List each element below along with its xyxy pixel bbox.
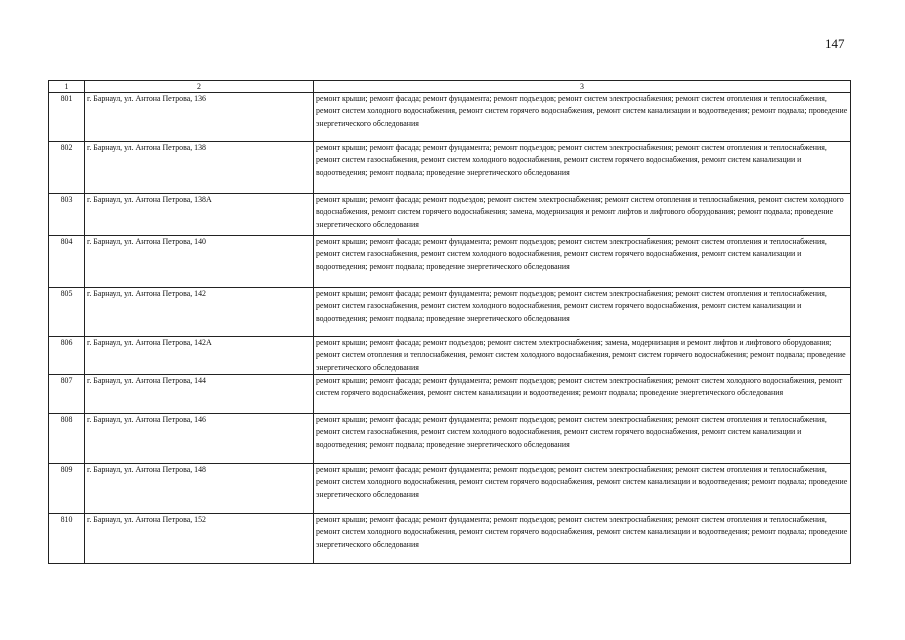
table-row: [49, 414, 851, 464]
row-works: ремонт крыши; ремонт фасада; ремонт фундамента; ремонт подъездов; ремонт систем электроснабжения; ремонт систем отопления и теплоснабжения, ремонт систем газоснабжения, ремонт систем холодного водоснабжения, ремонт систем горячего водоснабжения, ремонт систем канализации и водоотведения; ремонт подвала; проведение энергетического обследования: [314, 288, 851, 337]
row-number: 808: [49, 414, 85, 464]
repair-registry-table: [48, 80, 851, 564]
page-number: 147: [825, 36, 845, 51]
row-number: 802: [49, 142, 85, 194]
row-works: ремонт крыши; ремонт фасада; ремонт фундамента; ремонт подъездов; ремонт систем электроснабжения; ремонт систем отопления и теплоснабжения, ремонт систем газоснабжения, ремонт систем холодного водоснабжения, ремонт систем горячего водоснабжения, ремонт систем канализации и водоотведения; ремонт подвала; проведение энергетического обследования: [314, 414, 851, 464]
row-address: г. Барнаул, ул. Антона Петрова, 138: [85, 142, 314, 194]
table-row: [49, 93, 851, 142]
table-row: [49, 142, 851, 194]
row-address: г. Барнаул, ул. Антона Петрова, 142: [85, 288, 314, 337]
row-address: г. Барнаул, ул. Антона Петрова, 138А: [85, 194, 314, 236]
table-row: [49, 464, 851, 514]
row-works: ремонт крыши; ремонт фасада; ремонт фундамента; ремонт подъездов; ремонт систем электроснабжения; ремонт систем отопления и теплоснабжения, ремонт систем холодного водоснабжения, ремонт систем горячего водоснабжения, ремонт систем канализации и водоотведения; ремонт подвала; проведение энергетического обследования: [314, 514, 851, 564]
row-address: г. Барнаул, ул. Антона Петрова, 140: [85, 236, 314, 288]
table-row: [49, 514, 851, 564]
row-address: г. Барнаул, ул. Антона Петрова, 136: [85, 93, 314, 142]
table-row: [49, 337, 851, 375]
row-works: ремонт крыши; ремонт фасада; ремонт фундамента; ремонт подъездов; ремонт систем электроснабжения; ремонт систем отопления и теплоснабжения, ремонт систем газоснабжения, ремонт систем холодного водоснабжения, ремонт систем горячего водоснабжения, ремонт систем канализации и водоотведения; ремонт подвала; проведение энергетического обследования: [314, 236, 851, 288]
table-row: [49, 288, 851, 337]
row-works: ремонт крыши; ремонт фасада; ремонт фундамента; ремонт подъездов; ремонт систем электроснабжения; ремонт систем отопления и теплоснабжения, ремонт систем холодного водоснабжения, ремонт систем горячего водоснабжения, ремонт систем канализации и водоотведения; ремонт подвала; проведение энергетического обследования: [314, 93, 851, 142]
row-address: г. Барнаул, ул. Антона Петрова, 142А: [85, 337, 314, 375]
row-works: ремонт крыши; ремонт фасада; ремонт фундамента; ремонт подъездов; ремонт систем электроснабжения; ремонт систем отопления и теплоснабжения, ремонт систем холодного водоснабжения, ремонт систем горячего водоснабжения, ремонт систем канализации и водоотведения; ремонт подвала; проведение энергетического обследования: [314, 464, 851, 514]
row-number: 810: [49, 514, 85, 564]
row-works: ремонт крыши; ремонт фасада; ремонт подъездов; ремонт систем электроснабжения; ремонт систем отопления и теплоснабжения, ремонт систем холодного водоснабжения, ремонт систем горячего водоснабжения; замена, модернизация и ремонт лифтов и лифтового оборудования; ремонт подвала; проведение энергетического обследования: [314, 194, 851, 236]
row-number: 807: [49, 375, 85, 414]
row-works: ремонт крыши; ремонт фасада; ремонт фундамента; ремонт подъездов; ремонт систем электроснабжения; ремонт систем отопления и теплоснабжения, ремонт систем газоснабжения, ремонт систем холодного водоснабжения, ремонт систем горячего водоснабжения, ремонт систем канализации и водоотведения; ремонт подвала; проведение энергетического обследования: [314, 142, 851, 194]
table-row: [49, 194, 851, 236]
row-number: 805: [49, 288, 85, 337]
row-works: ремонт крыши; ремонт фасада; ремонт подъездов; ремонт систем электроснабжения; замена, модернизация и ремонт лифтов и лифтового оборудования; ремонт систем отопления и теплоснабжения, ремонт систем холодного водоснабжения, ремонт систем горячего водоснабжения; ремонт подвала; проведение энергетического обследования: [314, 337, 851, 375]
row-works: ремонт крыши; ремонт фасада; ремонт фундамента; ремонт подъездов; ремонт систем электроснабжения; ремонт систем холодного водоснабжения, ремонт систем горячего водоснабжения, ремонт систем канализации и водоотведения; ремонт подвала; проведение энергетического обследования: [314, 375, 851, 414]
row-address: г. Барнаул, ул. Антона Петрова, 144: [85, 375, 314, 414]
row-number: 809: [49, 464, 85, 514]
row-address: г. Барнаул, ул. Антона Петрова, 146: [85, 414, 314, 464]
row-address: г. Барнаул, ул. Антона Петрова, 148: [85, 464, 314, 514]
row-number: 804: [49, 236, 85, 288]
column-header-number: 1: [49, 81, 85, 93]
table-header-row: [49, 81, 851, 93]
row-number: 806: [49, 337, 85, 375]
column-header-address: 2: [85, 81, 314, 93]
table-row: [49, 375, 851, 414]
column-header-works: 3: [314, 81, 851, 93]
row-number: 801: [49, 93, 85, 142]
row-address: г. Барнаул, ул. Антона Петрова, 152: [85, 514, 314, 564]
row-number: 803: [49, 194, 85, 236]
table-row: [49, 236, 851, 288]
